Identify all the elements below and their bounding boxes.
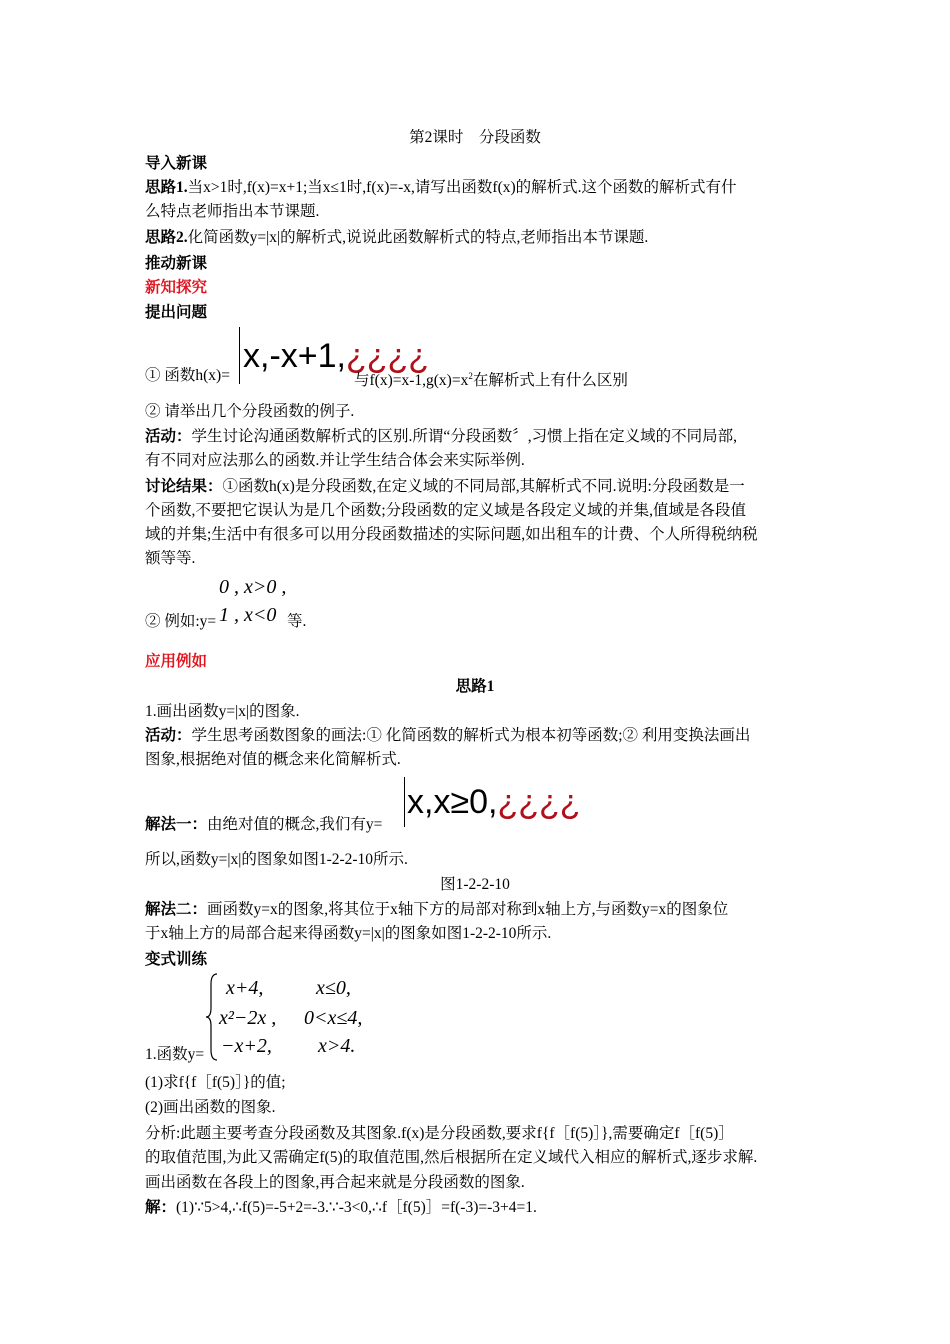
graph-statement: 所以,函数y=|x|的图象如图1-2-2-10所示. [145, 851, 408, 868]
piece-1-cond: x≤0, [316, 977, 351, 999]
piece-1-expr: x+4, [226, 977, 264, 999]
activity-2-continuation: 图象,根据绝对值的概念来化简解析式. [145, 751, 401, 768]
question-1-suffix [354, 366, 674, 391]
analysis-line-2: 的取值范围,为此又需确定f(5)的取值范围,然后根据所在定义域代入相应的解析式,逐步求解. [145, 1149, 758, 1166]
idea-2-label: 思路2. [145, 229, 188, 246]
idea-1-label: 思路1. [145, 179, 188, 196]
abs-formula [407, 782, 581, 822]
idea-1-text: 当x>1时,f(x)=x+1;当x≤1时,f(x)=-x,请写出函数f(x)的解析式.这个函数的解析式有什 [187, 179, 737, 196]
solution-text: (1)∵5>4,∴f(5)=-5+2=-3.∵-3<0,∴f［f(5)］=f(-3)=-3+4=1. [176, 1199, 537, 1216]
lesson-title: 第2课时 分段函数 [409, 129, 541, 146]
idea-2-text: 化简函数y=|x|的解析式,说说此函数解析式的特点,老师指出本节课题. [187, 229, 649, 246]
idea-1-paragraph [145, 178, 810, 198]
square-superscript: 2 [468, 371, 473, 381]
activity-continuation: 有不同对应法那么的函数.并让学生结合体会来实际举例. [145, 452, 525, 469]
solution-1-label: 解法一： [145, 816, 208, 833]
question-1-suffix-b: 在解析式上有什么区别 [472, 372, 628, 390]
section-intro: 导入新课 [145, 155, 208, 172]
solution-2-text: 画函数y=x的图象,将其位于x轴下方的局部对称到x轴上方,与函数y=x的图象位 [207, 901, 729, 918]
solution-2-continuation: 于x轴上方的局部合起来得函数y=|x|的图象如图1-2-2-10所示. [145, 925, 552, 942]
activity-label: 活动： [145, 428, 192, 445]
example-prefix: ② 例如:y= [145, 613, 217, 630]
analysis-line-1: 分析:此题主要考查分段函数及其图象.f(x)是分段函数,要求f{f［f(5)］},需要确定f［f(5)］ [145, 1125, 734, 1142]
idea-1-continuation: 么特点老师指出本节课题. [145, 203, 320, 220]
discussion-paragraph [145, 477, 810, 497]
section-explore: 新知探究 [145, 279, 208, 296]
activity-2-label: 活动： [145, 727, 192, 744]
idea-2-paragraph [145, 228, 810, 248]
piece-2-expr: x²−2x , [219, 1007, 277, 1029]
figure-caption: 图1-2-2-10 [440, 876, 510, 893]
piece-3-expr: −x+2, [221, 1035, 272, 1057]
abs-formula-garbled: ¿¿¿¿ [497, 783, 581, 821]
variant-prefix: 1.函数y= [145, 1046, 205, 1063]
discussion-line-4: 额等等. [145, 550, 196, 567]
example-suffix: 等. [287, 613, 307, 630]
activity-text: 学生讨论沟通函数解析式的区别.所谓“分段函数〞,习惯上指在定义域的不同局部, [191, 428, 738, 445]
activity-2-text: 学生思考函数图象的画法:① 化简函数的解析式为根本初等函数;② 利用变换法画出 [191, 727, 751, 744]
discussion-text: ①函数h(x)是分段函数,在定义域的不同局部,其解析式不同.说明:分段函数是一 [222, 478, 745, 495]
solution-paragraph [145, 1198, 810, 1218]
question-1-suffix-a: 与f(x)=x-1,g(x)=x [354, 372, 469, 390]
discussion-line-2: 个函数,不要把它误认为是几个函数;分段函数的定义域是各段定义域的并集,值域是各段值 [145, 502, 747, 519]
piece-2-cond: 0<x≤4, [304, 1007, 363, 1029]
discussion-label: 讨论结果： [145, 478, 223, 495]
question-2: ② 请举出几个分段函数的例子. [145, 403, 355, 420]
section-problem: 提出问题 [145, 304, 208, 321]
problem-1: 1.画出函数y=|x|的图象. [145, 703, 300, 720]
piece-3-cond: x>4. [318, 1035, 356, 1057]
formula-h-text: x,-x+1, [243, 337, 346, 375]
activity-2-paragraph [145, 726, 810, 746]
section-variant: 变式训练 [145, 951, 208, 968]
example-row-1: 0 , x>0 , [219, 576, 287, 598]
solution-2-paragraph [145, 900, 810, 920]
solution-label: 解： [145, 1199, 177, 1216]
section-push: 推动新课 [145, 255, 208, 272]
example-row-2: 1 , x<0 [219, 604, 277, 626]
variant-question-2: (2)画出函数的图象. [145, 1099, 276, 1116]
solution-1-paragraph [145, 815, 405, 835]
discussion-line-3: 域的并集;生活中有很多可以用分段函数描述的实际问题,如出租车的计费、个人所得税纳税 [145, 526, 758, 543]
abs-formula-text: x,x≥0, [407, 783, 498, 821]
variant-question-1: (1)求f{f［f(5)］}的值; [145, 1074, 286, 1091]
activity-paragraph [145, 427, 810, 447]
solution-2-label: 解法二： [145, 901, 208, 918]
solution-1-text: 由绝对值的概念,我们有y= [207, 816, 383, 833]
analysis-line-3: 画出函数在各段上的图象,再合起来就是分段函数的图象. [145, 1174, 525, 1191]
question-1-prefix: ① 函数h(x)= [145, 367, 230, 384]
formula-h-garbled: ¿¿¿¿ [345, 337, 430, 375]
idea-heading: 思路1 [455, 678, 495, 695]
section-apply: 应用例如 [145, 653, 208, 670]
